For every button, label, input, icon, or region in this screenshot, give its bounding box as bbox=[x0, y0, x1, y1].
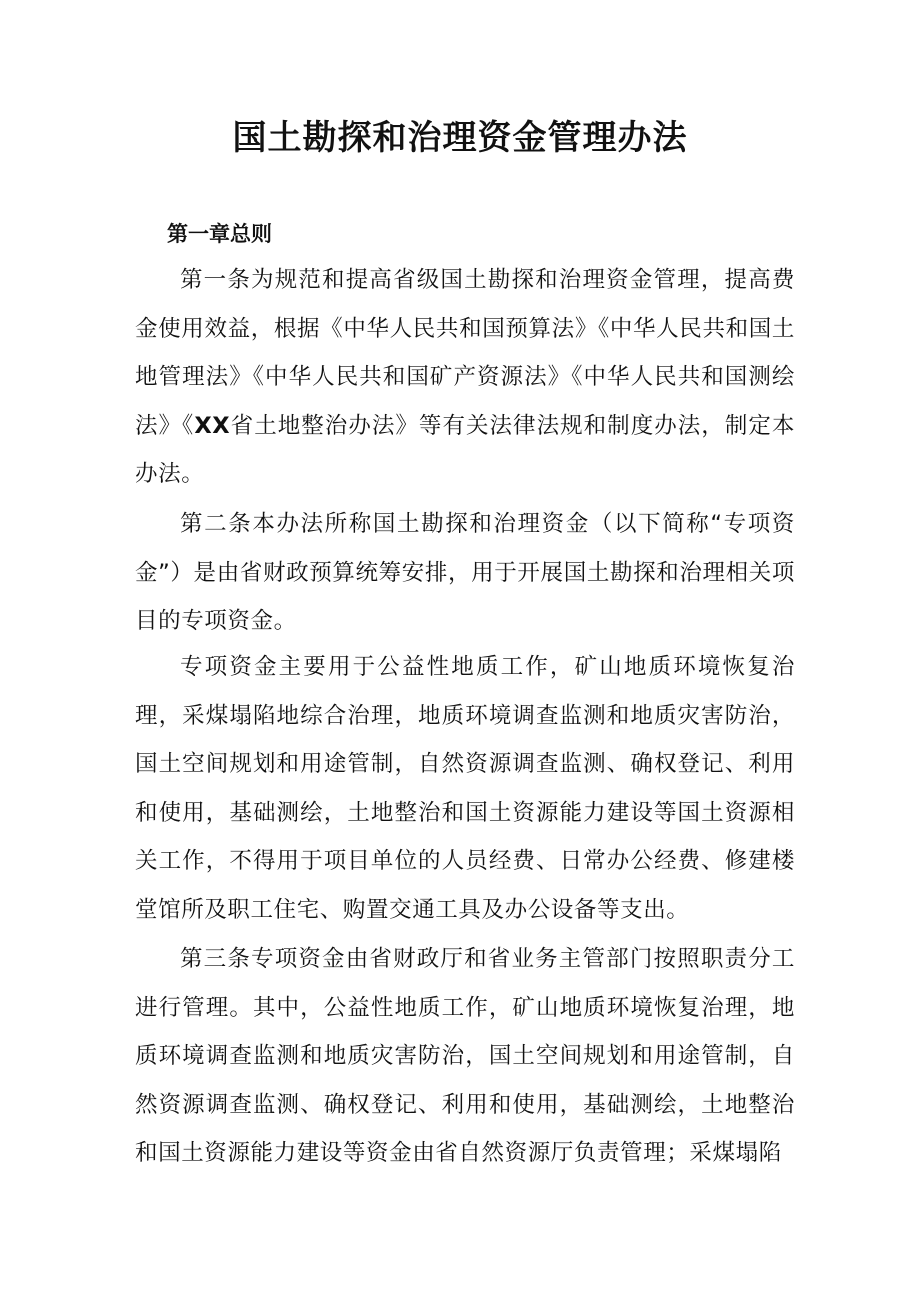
article-2-paragraph: 第二条本办法所称国土勘探和治理资金（以下简称“专项资金”）是由省财政预算统筹安排，用于开展国土勘探和治理相关项目的专项资金。 bbox=[135, 511, 795, 634]
article-1-text-after: 省土地整治办法》等有关法律法规和制度办法，制定本办法。 bbox=[135, 412, 795, 487]
article-1-text-before: 第一条为规范和提高省级国土勘探和治理资金管理，提高费金使用效益，根据《中华人民共和国预算法》《中华人民共和国土地管理法》《中华人民共和国矿产资源法》《中华人民共和国测绘法》《 bbox=[135, 267, 795, 439]
article-1-bold-placeholder: XX bbox=[194, 412, 231, 439]
document-title: 国土勘探和治理资金管理办法 bbox=[232, 118, 688, 158]
chapter-heading: 第一章总则 bbox=[167, 222, 272, 246]
article-3-paragraph: 第三条专项资金由省财政厅和省业务主管部门按照职责分工进行管理。其中，公益性地质工作，矿山地质环境恢复治理，地质环境调查监测和地质灾害防治，国土空间规划和用途管制，自然资源调查监测、确权登记、利用和使用，基础测绘，土地整治和国土资源能力建设等资金由省自然资源厅负责管理；采煤塌陷 bbox=[135, 946, 795, 1166]
article-1-paragraph bbox=[135, 256, 795, 499]
fund-usage-paragraph: 专项资金主要用于公益性地质工作，矿山地质环境恢复治理，采煤塌陷地综合治理，地质环境调查监测和地质灾害防治，国土空间规划和用途管制，自然资源调查监测、确权登记、利用和使用，基础测绘，土地整治和国土资源能力建设等国土资源相关工作，不得用于项目单位的人员经费、日常办公经费、修建楼堂馆所及职工住宅、购置交通工具及办公设备等支出。 bbox=[135, 654, 795, 923]
